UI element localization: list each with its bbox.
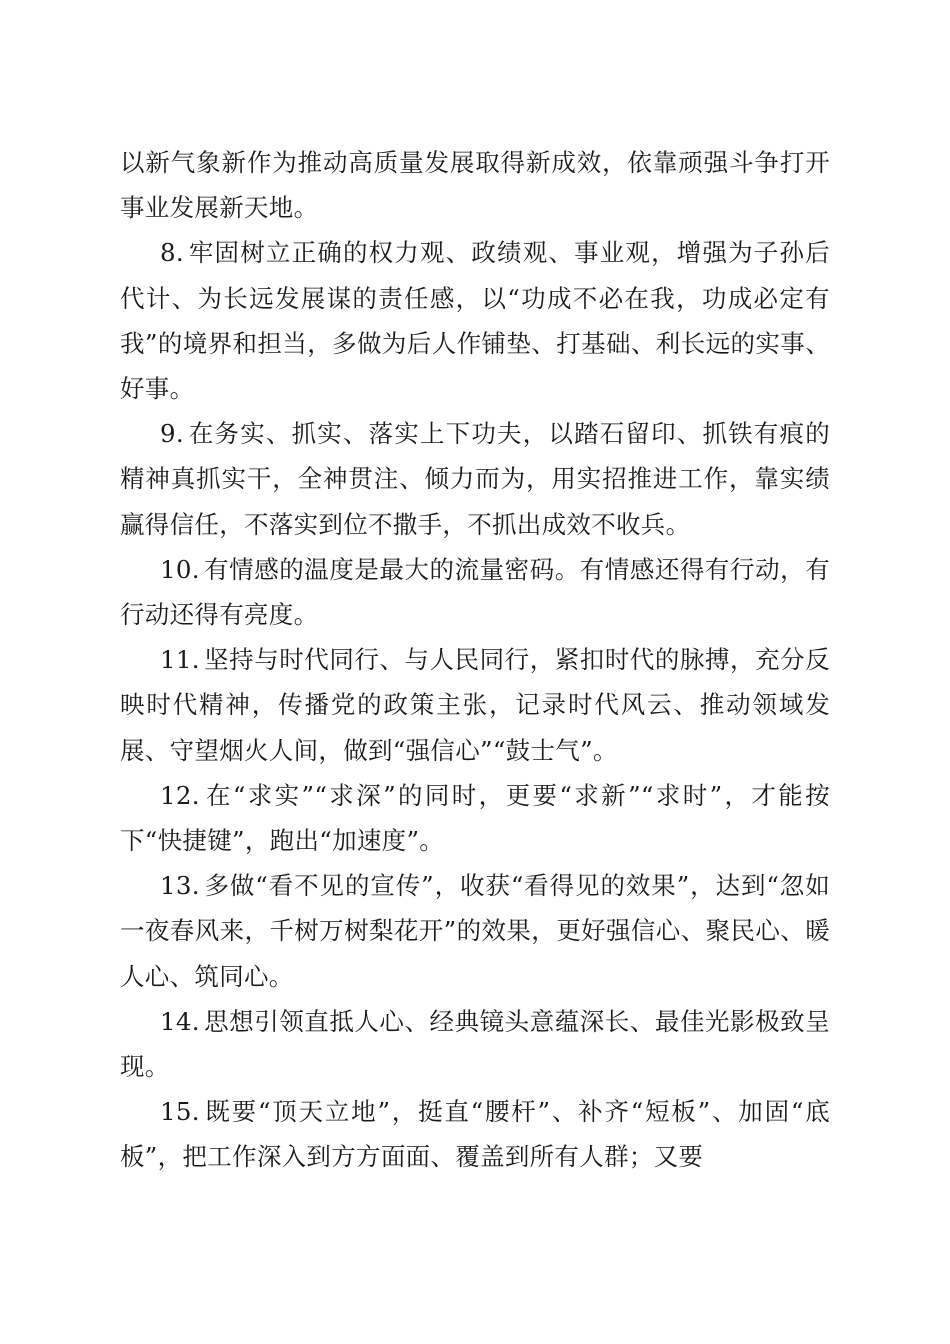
paragraph-continued	[120, 140, 830, 230]
paragraph-number: 15.	[160, 1097, 200, 1127]
paragraph-number: 14.	[160, 1006, 200, 1036]
paragraph-10	[120, 547, 830, 637]
paragraph-number: 12.	[160, 780, 200, 810]
paragraph-13	[120, 863, 830, 999]
paragraph-number: 13.	[160, 871, 200, 901]
paragraph-text: 多做“看不见的宣传”，收获“看得见的效果”，达到“忽如一夜春风来，千树万树梨花开”的效果，更好强信心、聚民心、暖人心、筑同心。	[120, 871, 830, 991]
paragraph-9	[120, 411, 830, 547]
paragraph-text: 思想引领直抵人心、经典镜头意蕴深长、最佳光影极致呈现。	[120, 1006, 830, 1082]
paragraph-14	[120, 999, 830, 1089]
paragraph-number: 10.	[160, 554, 200, 584]
paragraph-text: 坚持与时代同行、与人民同行，紧扣时代的脉搏，充分反映时代精神，传播党的政策主张，记录时代风云、推动领域发展、守望烟火人间，做到“强信心”“鼓士气”。	[120, 645, 830, 765]
paragraph-number: 8.	[160, 238, 184, 268]
paragraph-11	[120, 637, 830, 773]
paragraph-text: 既要“顶天立地”，挺直“腰杆”、补齐“短板”、加固“底板”，把工作深入到方方面面、覆盖到所有人群；又要	[120, 1097, 830, 1172]
document-body	[120, 140, 830, 1180]
paragraph-12	[120, 773, 830, 863]
paragraph-text: 以新气象新作为推动高质量发展取得新成效，依靠顽强斗争打开事业发展新天地。	[120, 148, 830, 223]
paragraph-15	[120, 1089, 830, 1179]
paragraph-number: 9.	[160, 419, 184, 449]
paragraph-text: 在务实、抓实、落实上下功夫，以踏石留印、抓铁有痕的精神真抓实干，全神贯注、倾力而为，用实招推进工作，靠实绩赢得信任，不落实到位不撒手，不抓出成效不收兵。	[120, 419, 830, 539]
paragraph-text: 在“求实”“求深”的同时，更要“求新”“求时”，才能按下“快捷键”，跑出“加速度”。	[120, 780, 830, 856]
paragraph-number: 11.	[160, 645, 200, 675]
paragraph-8	[120, 230, 830, 411]
paragraph-text: 有情感的温度是最大的流量密码。有情感还得有行动，有行动还得有亮度。	[120, 554, 830, 630]
paragraph-text: 牢固树立正确的权力观、政绩观、事业观，增强为子孙后代计、为长远发展谋的责任感，以“功成不必在我，功成必定有我”的境界和担当，多做为后人作铺垫、打基础、利长远的实事、好事。	[120, 238, 830, 404]
